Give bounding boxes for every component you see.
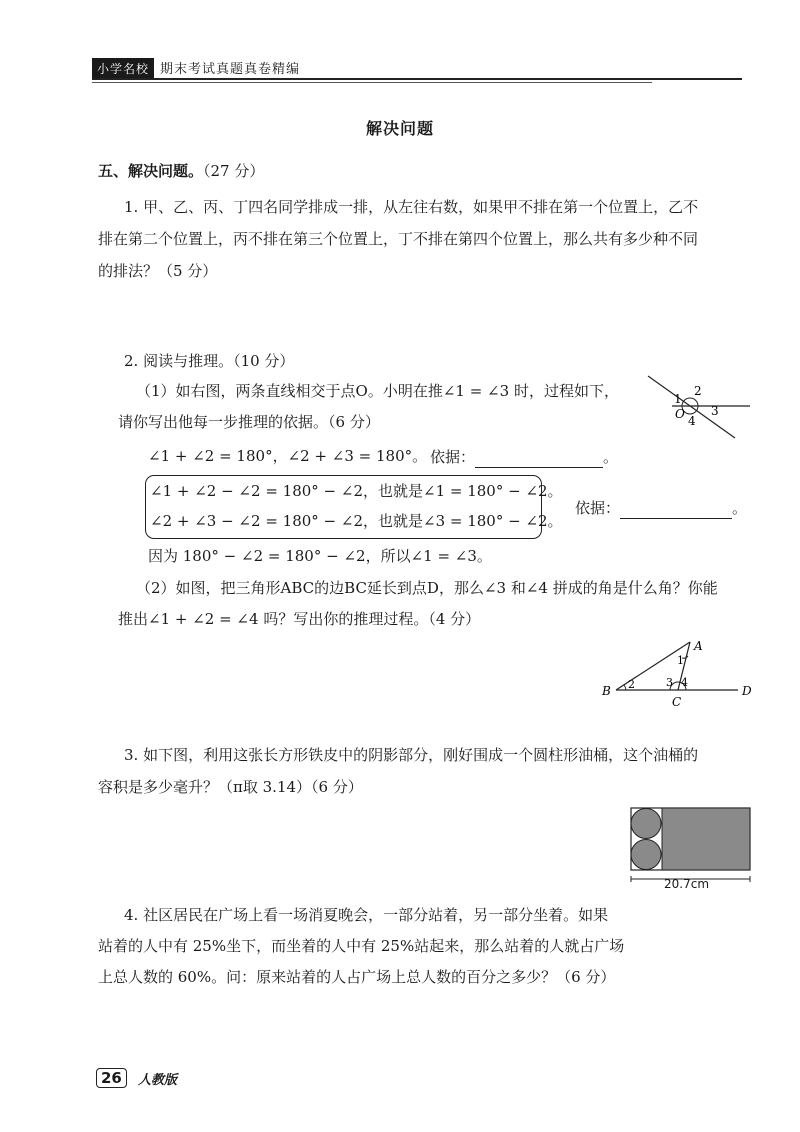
q4-line1: 4. 社区居民在广场上看一场消夏晚会，一部分站着，另一部分坐着。如果 <box>124 906 609 924</box>
angle-label-3: 3 <box>711 404 719 418</box>
basis-period-2: 。 <box>732 499 748 517</box>
section-score: （27 分） <box>203 162 265 180</box>
angle-label-4: 4 <box>688 414 696 428</box>
iron-sheet-figure <box>626 806 756 888</box>
circle-top <box>631 809 661 839</box>
line-slanted <box>648 376 735 438</box>
box-line2: ∠2 + ∠3 − ∠2 = 180° − ∠2，也就是∠3 = 180° − ∠2。 <box>150 512 563 530</box>
q2-part1-line1: （1）如右图，两条直线相交于点O。小明在推∠1 = ∠3 时，过程如下， <box>136 382 619 400</box>
q1-line1: 1. 甲、乙、丙、丁四名同学排成一排，从左往右数，如果甲不排在第一个位置上，乙不 <box>124 198 699 216</box>
header-rule-thin <box>92 82 652 83</box>
angle-label-1: 1 <box>674 392 682 406</box>
basis-label-2: 依据： <box>575 499 621 517</box>
q2-conclusion: 因为 180° − ∠2 = 180° − ∠2，所以∠1 = ∠3。 <box>148 547 492 565</box>
q2-part2-line2: 推出∠1 + ∠2 = ∠4 吗？写出你的推理过程。（4 分） <box>118 610 481 628</box>
q2-title: 2. 阅读与推理。（10 分） <box>124 352 295 370</box>
basis-1 <box>430 445 618 468</box>
page-number: 26 <box>96 1068 127 1088</box>
point-label-a: A <box>694 639 703 653</box>
angle-label-1: 1 <box>677 654 684 667</box>
angle-label-4: 4 <box>681 676 688 689</box>
q3-line2: 容积是多少毫升？（π取 3.14）（6 分） <box>98 778 363 796</box>
q3-line1: 3. 如下图，利用这张长方形铁皮中的阴影部分，刚好围成一个圆柱形油桶，这个油桶的 <box>124 746 699 764</box>
step1-text: ∠1 + ∠2 = 180°，∠2 + ∠3 = 180°。 <box>148 447 428 465</box>
series-badge: 小学名校 <box>92 58 154 79</box>
book-title: 期末考试真题真卷精编 <box>160 62 301 77</box>
section-heading <box>98 160 264 182</box>
basis-answer-blank-1[interactable] <box>475 445 603 468</box>
q2-step1 <box>148 445 427 467</box>
intersecting-lines-figure <box>640 372 755 444</box>
box-line1: ∠1 + ∠2 − ∠2 = 180° − ∠2，也就是∠1 = 180° − ∠2。 <box>150 482 563 500</box>
angle-label-2: 2 <box>694 384 702 398</box>
shaded-rectangle <box>662 808 750 870</box>
point-label-o: O <box>675 407 685 421</box>
q2-part2-line1: （2）如图，把三角形ABC的边BC延长到点D，那么∠3 和∠4 拼成的角是什么角？你能 <box>136 579 718 597</box>
triangle-figure <box>598 636 758 710</box>
angle-label-2: 2 <box>628 678 635 691</box>
basis-label-1: 依据： <box>430 448 476 466</box>
circle-bottom <box>631 840 661 870</box>
basis-answer-blank-2[interactable] <box>620 496 732 519</box>
dimension-label: 20.7cm <box>664 877 710 891</box>
header-rule <box>92 78 742 80</box>
point-label-c: C <box>672 695 682 709</box>
q2-part1-line2: 请你写出他每一步推理的依据。（6 分） <box>118 413 380 431</box>
edition-label: 人教版 <box>138 1073 178 1088</box>
page-title: 解决问题 <box>365 119 434 138</box>
point-label-b: B <box>602 684 611 698</box>
q1-line3: 的排法？（5 分） <box>98 262 218 280</box>
basis-period-1: 。 <box>603 448 619 466</box>
section-heading-text: 五、解决问题。 <box>98 162 204 180</box>
q4-line3: 上总人数的 60%。问：原来站着的人占广场上总人数的百分之多少？（6 分） <box>98 968 616 986</box>
angle-label-3: 3 <box>666 676 673 689</box>
point-label-d: D <box>742 684 752 698</box>
q1-line2: 排在第二个位置上，丙不排在第三个位置上，丁不排在第四个位置上，那么共有多少种不同 <box>98 230 699 248</box>
angle-arc-b <box>624 685 626 690</box>
q4-line2: 站着的人中有 25%坐下，而坐着的人中有 25%站起来，那么站着的人就占广场 <box>98 937 625 955</box>
basis-2 <box>575 496 747 519</box>
